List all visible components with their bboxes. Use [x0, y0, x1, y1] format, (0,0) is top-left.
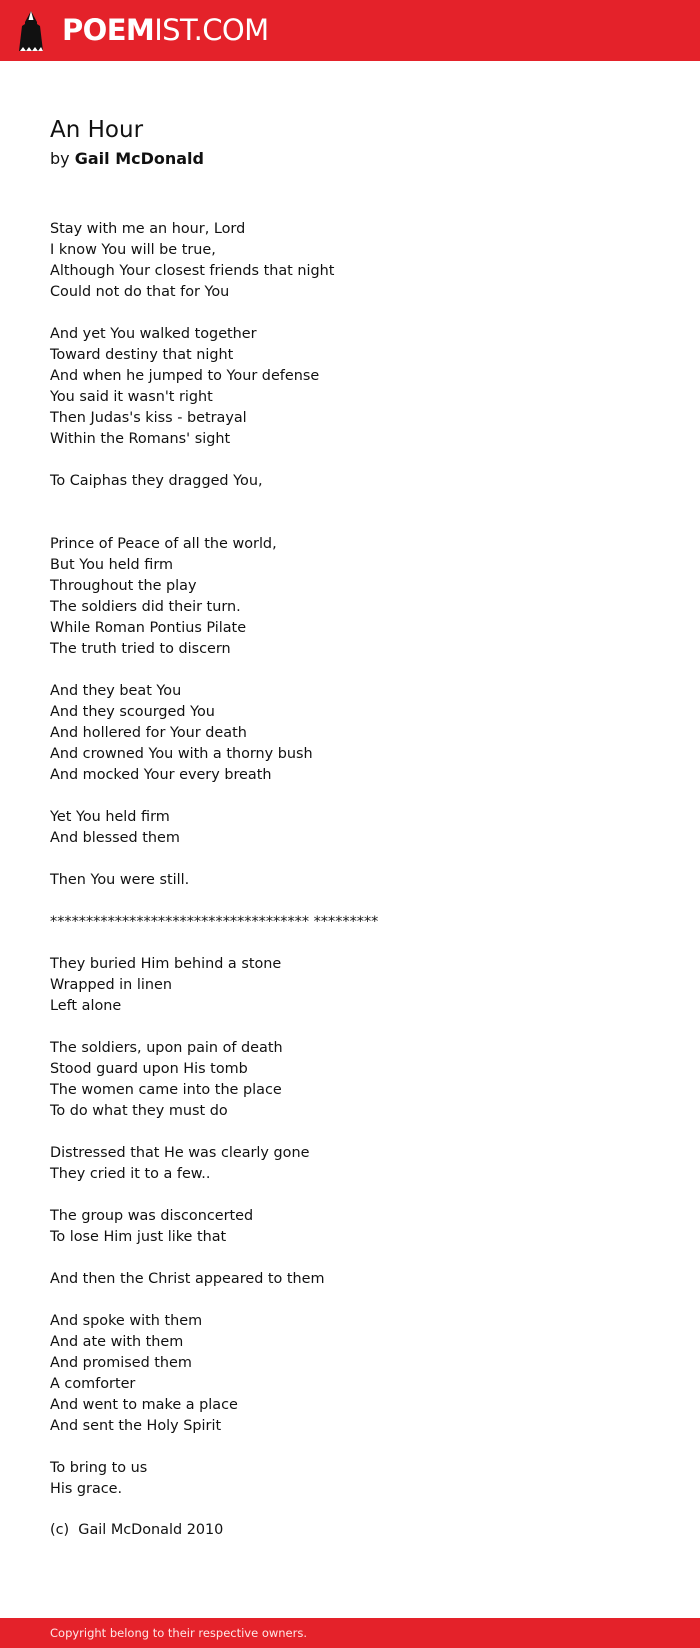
poem-byline [50, 148, 204, 170]
poem-line: And then the Christ appeared to them [50, 1271, 325, 1287]
stanza-divider [50, 912, 650, 933]
poem-copyright: (c) Gail McDonald 2010 [50, 1522, 224, 1538]
stanza [50, 807, 650, 849]
stanza [50, 954, 650, 1017]
poem-line: His grace. [50, 1481, 123, 1497]
poem-line: And when he jumped to Your defense [50, 368, 320, 384]
stanza [50, 681, 650, 786]
site-header [0, 0, 700, 61]
poem-line: Prince of Peace of all the world, [50, 536, 277, 552]
stanza [50, 1311, 650, 1437]
stanza [50, 1206, 650, 1248]
poem-line: Throughout the play [50, 578, 197, 594]
poem-line: And mocked Your every breath [50, 767, 272, 783]
poem-line: And sent the Holy Spirit [50, 1418, 222, 1434]
poem-line: And they beat You [50, 683, 182, 699]
poem-line: Yet You held firm [50, 809, 170, 825]
logo-bold-text: POEM [62, 13, 155, 47]
poem-line: They cried it to a few.. [50, 1166, 211, 1182]
poem-line: A comforter [50, 1376, 136, 1392]
poem-line: The soldiers, upon pain of death [50, 1040, 283, 1056]
poem-line: And they scourged You [50, 704, 215, 720]
stanza [50, 1269, 650, 1290]
stanza [50, 471, 650, 492]
stanza [50, 534, 650, 660]
poem-line: Then Judas's kiss - betrayal [50, 410, 247, 426]
poem-line: The women came into the place [50, 1082, 282, 1098]
poem-line: To lose Him just like that [50, 1229, 227, 1245]
poem-line: But You held firm [50, 557, 174, 573]
poem-line: The soldiers did their turn. [50, 599, 241, 615]
poem-line: Distressed that He was clearly gone [50, 1145, 310, 1161]
poem-line: You said it wasn't right [50, 389, 213, 405]
poem-line: Stood guard upon His tomb [50, 1061, 248, 1077]
stanza [50, 219, 650, 303]
poem-line: Then You were still. [50, 872, 190, 888]
poem-line: And spoke with them [50, 1313, 203, 1329]
stanza [50, 324, 650, 450]
poem-line: And went to make a place [50, 1397, 238, 1413]
poem-line: And blessed them [50, 830, 180, 846]
poem-line: Could not do that for You [50, 284, 230, 300]
stanza [50, 1038, 650, 1122]
footer-copyright-text: Copyright belong to their respective owners. [50, 1626, 308, 1640]
poem-line: Left alone [50, 998, 122, 1014]
poem-line: To do what they must do [50, 1103, 228, 1119]
poem-line: The group was disconcerted [50, 1208, 254, 1224]
stanza [50, 870, 650, 891]
poem-line: Although Your closest friends that night [50, 263, 335, 279]
asterisk-divider: ************************************ ********* [50, 914, 379, 930]
poem-line: They buried Him behind a stone [50, 956, 282, 972]
poem-title: An Hour [50, 117, 144, 143]
poem-line: Within the Romans' sight [50, 431, 231, 447]
pen-nib-icon[interactable] [18, 10, 44, 52]
poem-author: Gail McDonald [74, 149, 204, 168]
stanza [50, 1458, 650, 1500]
poem-line: And promised them [50, 1355, 192, 1371]
poem-line: While Roman Pontius Pilate [50, 620, 247, 636]
poem-line: The truth tried to discern [50, 641, 231, 657]
poem-line: And yet You walked together [50, 326, 257, 342]
poem-line: And hollered for Your death [50, 725, 247, 741]
site-footer [0, 1618, 700, 1648]
poem-line: And crowned You with a thorny bush [50, 746, 313, 762]
poem-body [50, 219, 650, 1521]
poem-line: Stay with me an hour, Lord [50, 221, 246, 237]
poem-line: To Caiphas they dragged You, [50, 473, 263, 489]
poem-line: And ate with them [50, 1334, 184, 1350]
stanza [50, 1143, 650, 1185]
poem-line: Wrapped in linen [50, 977, 172, 993]
site-logo[interactable] [62, 12, 269, 48]
poem-line: I know You will be true, [50, 242, 216, 258]
logo-light-text: IST.COM [154, 13, 269, 47]
poem-line: Toward destiny that night [50, 347, 234, 363]
poem-line: To bring to us [50, 1460, 148, 1476]
by-label: by [50, 149, 70, 168]
